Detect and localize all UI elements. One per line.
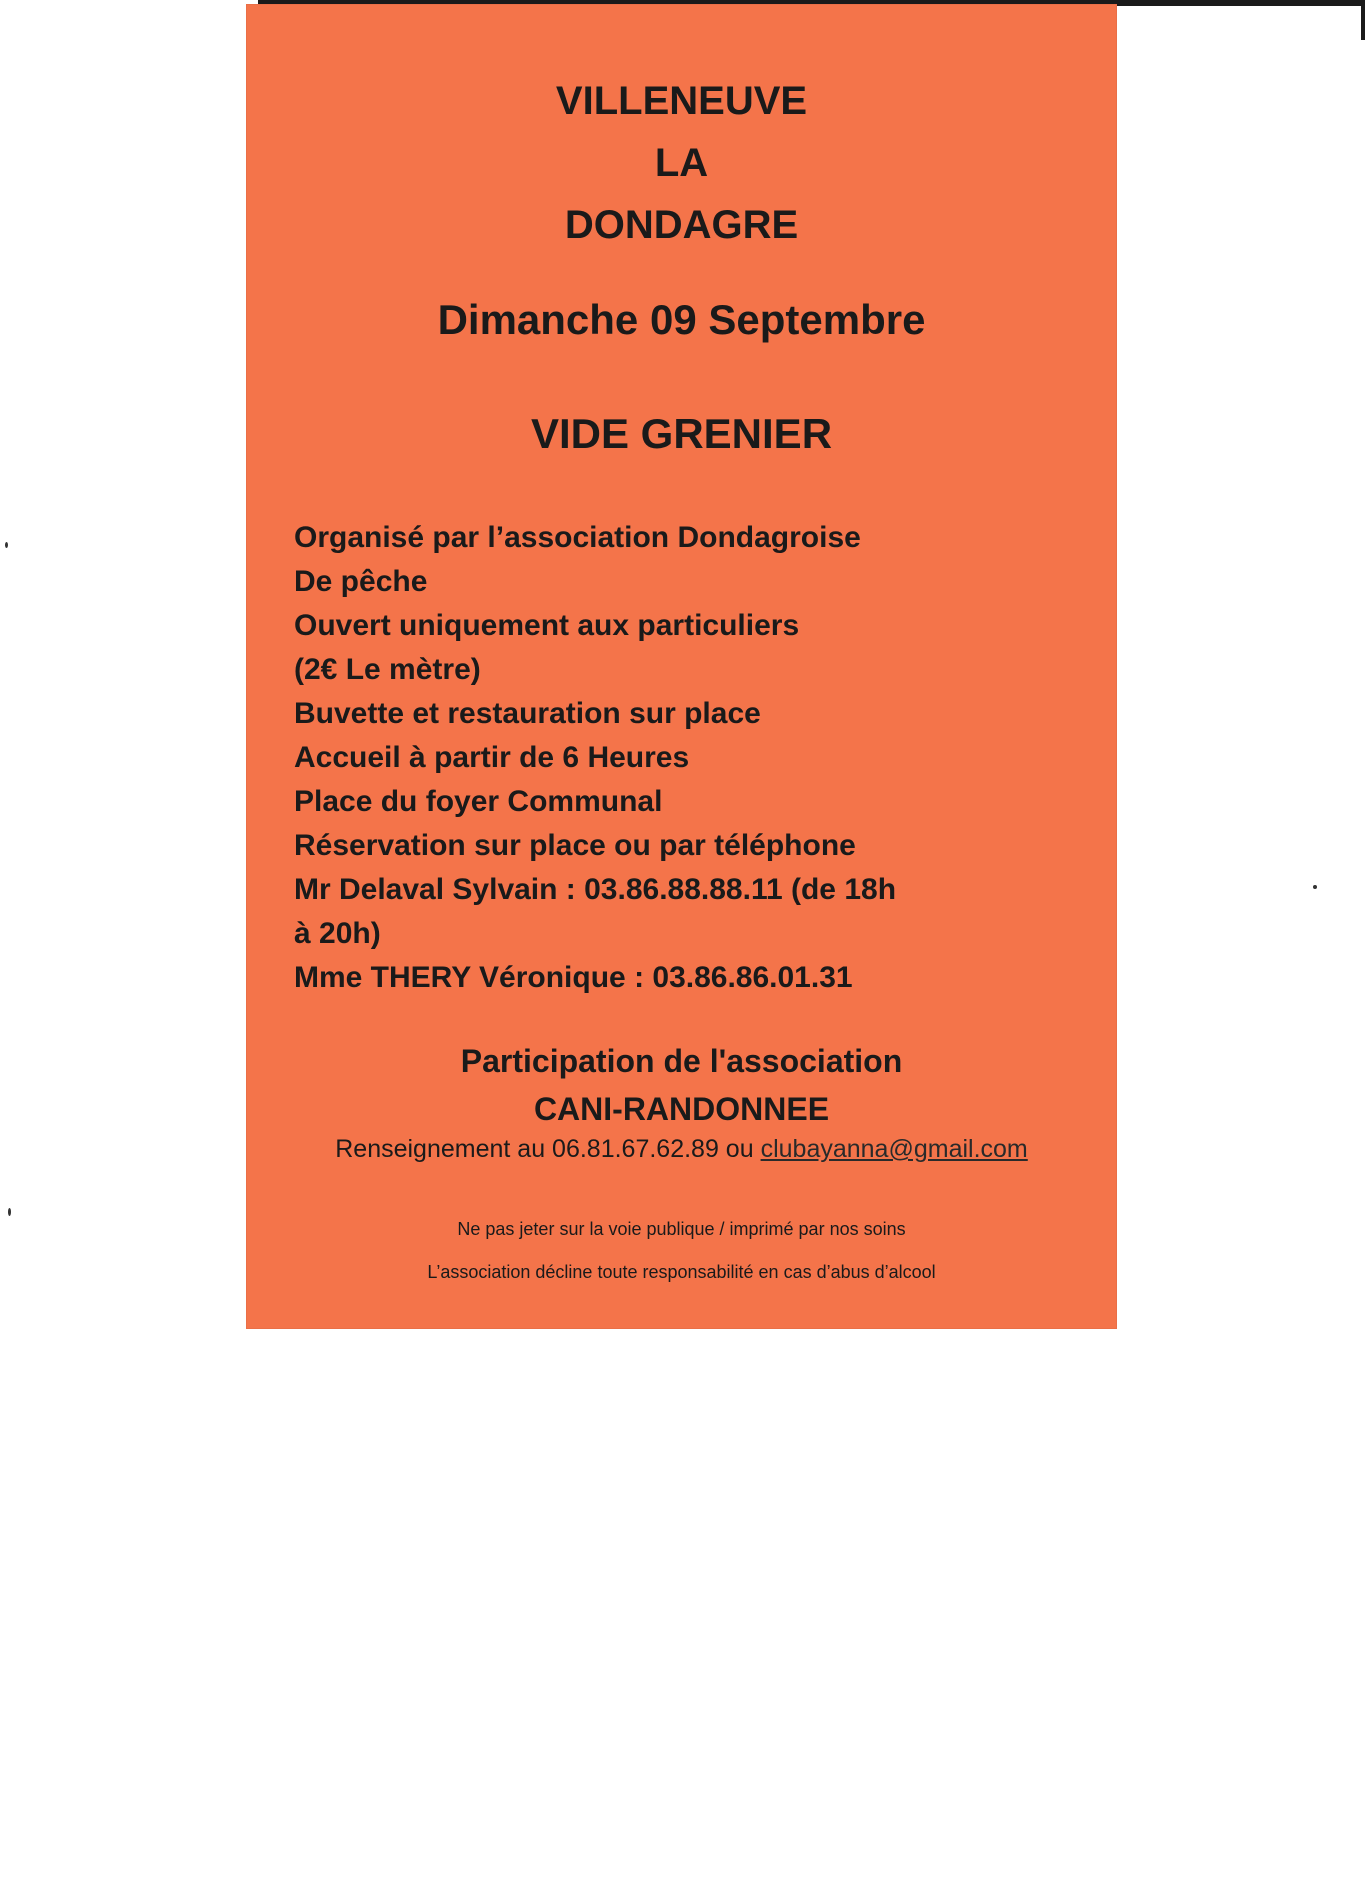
title-line-3: DONDAGRE	[564, 203, 799, 247]
detail-line: Ouvert uniquement aux particuliers	[294, 609, 800, 642]
detail-line: De pêche	[294, 565, 428, 598]
scan-speck	[5, 542, 8, 548]
email-link[interactable]: clubayanna@gmail.com	[760, 1135, 1028, 1163]
association-heading-line-2: CANI-RANDONNEE	[533, 1091, 830, 1127]
flyer-sheet	[246, 4, 1117, 1329]
event-date: Dimanche 09 Septembre	[437, 296, 926, 343]
detail-line: Mme THERY Véronique : 03.86.86.01.31	[294, 961, 853, 994]
info-line	[246, 1132, 1117, 1166]
detail-line: Buvette et restauration sur place	[294, 697, 761, 730]
event-name: VIDE GRENIER	[530, 410, 833, 457]
detail-line: Organisé par l’association Dondagroise	[294, 521, 861, 554]
scan-speck	[1313, 885, 1317, 889]
detail-line: Place du foyer Communal	[294, 785, 663, 818]
scan-speck	[8, 1208, 11, 1216]
scan-edge-right	[1361, 0, 1365, 40]
detail-line: Mr Delaval Sylvain : 03.86.88.88.11 (de 18h	[294, 873, 897, 906]
event-details	[294, 516, 896, 1000]
detail-line: à 20h)	[294, 917, 381, 950]
detail-line: Accueil à partir de 6 Heures	[294, 741, 690, 774]
association-heading-line-1: Participation de l'association	[460, 1043, 903, 1079]
title-line-2: LA	[654, 141, 709, 185]
title-line-1: VILLENEUVE	[555, 79, 808, 123]
footer-line-2: L’association décline toute responsabilité en cas d’abus d’alcool	[427, 1262, 936, 1282]
info-text: Renseignement au 06.81.67.62.89 ou	[335, 1135, 761, 1163]
detail-line: Réservation sur place ou par téléphone	[294, 829, 856, 862]
detail-line: (2€ Le mètre)	[294, 653, 481, 686]
footer-line-1: Ne pas jeter sur la voie publique / imprimé par nos soins	[457, 1219, 906, 1239]
